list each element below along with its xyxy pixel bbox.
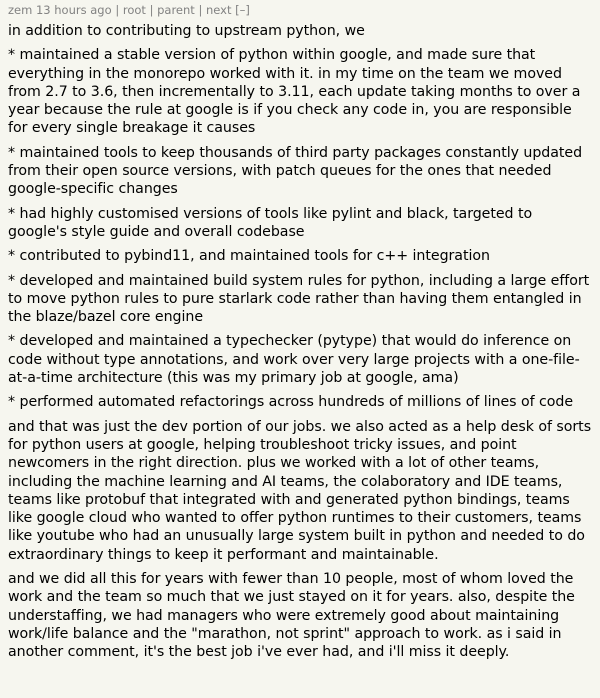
next-link[interactable]: next	[205, 3, 232, 17]
separator: |	[149, 3, 154, 17]
comment-paragraph: * performed automated refactorings across hundreds of millions of lines of code	[8, 394, 574, 411]
comment-paragraph: and that was just the dev portion of our jobs. we also acted as a help desk of sorts for python users at google, helping troubleshoot tricky issues, and point newcomers in the right direction. plus we worked with a lot of other teams, including the machine learning and AI teams, the colaboratory and IDE teams, teams like protobuf that integrated with and generated python bindings, teams like google cloud who wanted to offer python runtimes to their customers, teams like youtube who had an unusually large system built in python and needed to do extraordinary things to keep it performant and maintainable.	[8, 418, 592, 563]
comment-author-link[interactable]: zem	[8, 3, 33, 17]
comment-paragraph: and we did all this for years with fewer than 10 people, most of whom loved the work and the team so much that we just stayed on it for years. also, despite the understaffing, we had managers who were extremely good about maintaining work/life balance and the "marathon, not sprint" approach to work. as i said in another comment, it's the best job i've ever had, and i'll miss it deeply.	[8, 571, 575, 661]
comment-paragraph: * maintained tools to keep thousands of third party packages constantly updated from their open source versions, with patch queues for the ones that needed google-specific changes	[8, 144, 583, 198]
comment-body	[8, 22, 594, 662]
collapse-toggle[interactable]: [–]	[235, 3, 250, 17]
comment-paragraph: * developed and maintained a typechecker (pytype) that would do inference on code without type annotations, and work over very large projects with a one-file-at-a-time architecture (this was my primary job at google, ama)	[8, 333, 580, 387]
comment-paragraph: in addition to contributing to upstream python, we	[8, 23, 365, 39]
separator: |	[198, 3, 203, 17]
root-link[interactable]: root	[122, 3, 146, 17]
separator: |	[115, 3, 120, 17]
comment-paragraph: * maintained a stable version of python within google, and made sure that everything in the monorepo worked with it. in my time on the team we moved from 2.7 to 3.6, then incrementally to 3.11, each update taking months to over a year because the rule at google is if you check any code in, you are responsible for every single breakage it causes	[8, 47, 581, 137]
parent-link[interactable]: parent	[157, 3, 195, 17]
comment-header	[8, 2, 594, 22]
comment-paragraph: * contributed to pybind11, and maintained tools for c++ integration	[8, 248, 490, 265]
comment-paragraph: * developed and maintained build system rules for python, including a large effort to move python rules to pure starlark code rather than having them entangled in the blaze/bazel core engine	[8, 272, 590, 326]
comment-paragraph: * had highly customised versions of tools like pylint and black, targeted to google's style guide and overall codebase	[8, 205, 533, 240]
comment-age-link[interactable]: 13 hours ago	[35, 3, 112, 17]
